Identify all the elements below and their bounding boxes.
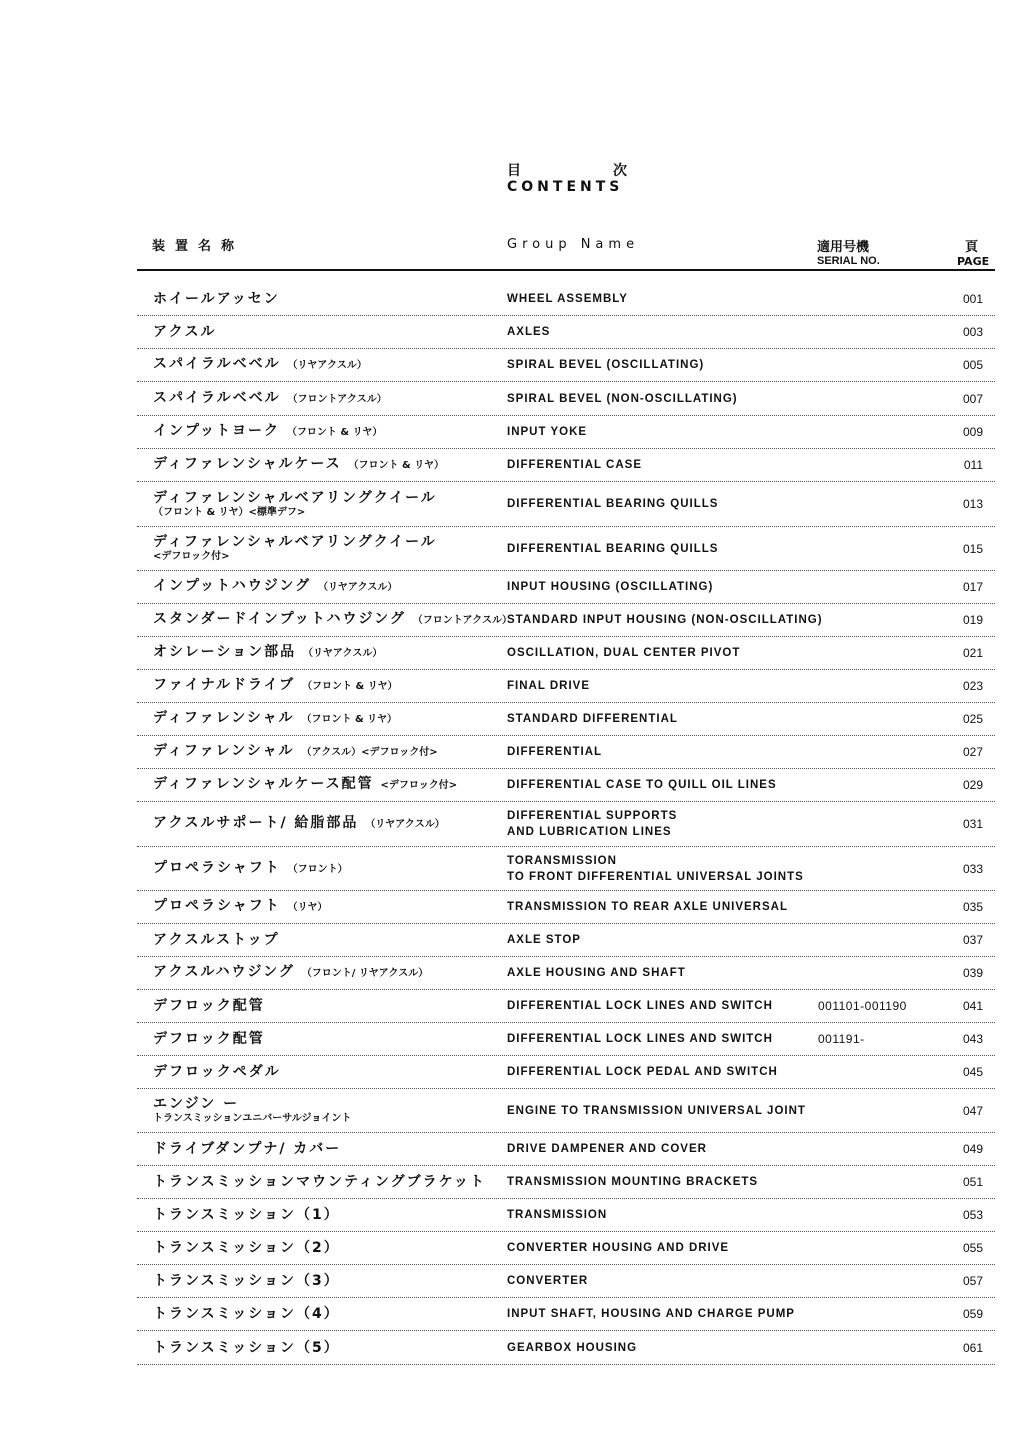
jp-name-cell <box>153 382 387 415</box>
jp-name <box>153 1031 265 1047</box>
page-number[interactable]: 029 <box>962 778 983 792</box>
jp-name-main: アクスル <box>153 324 217 340</box>
group-name-cell <box>507 1133 707 1165</box>
jp-name-line2: トランスミッションユニバーサルジョイント <box>153 1113 352 1124</box>
page-number[interactable]: 031 <box>962 817 983 831</box>
jp-name-qualifier: （フロントアクスル） <box>287 393 387 405</box>
page-number[interactable]: 013 <box>962 497 983 511</box>
page-number[interactable]: 023 <box>962 679 983 693</box>
page-number[interactable]: 019 <box>962 613 983 627</box>
table-row[interactable] <box>137 990 995 1023</box>
jp-name-cell <box>153 957 428 989</box>
jp-name-cell <box>153 802 445 846</box>
jp-name-main: スパイラルベベル <box>153 356 281 372</box>
table-row[interactable] <box>137 1056 995 1089</box>
header-divider <box>137 269 995 271</box>
group-name: DRIVE DAMPENER AND COVER <box>507 1143 707 1155</box>
group-name: DIFFERENTIAL SUPPORTS <box>507 810 678 822</box>
page-number[interactable]: 039 <box>962 966 983 980</box>
jp-name-cell <box>153 1023 265 1055</box>
title-jp-left: 目 <box>507 163 521 179</box>
jp-name-main: インプットヨーク <box>153 423 281 439</box>
group-name-cell <box>507 449 642 481</box>
table-row[interactable] <box>137 847 995 891</box>
group-name-cell <box>507 802 677 846</box>
jp-name <box>153 860 348 878</box>
group-name-cell <box>507 1056 778 1088</box>
jp-name-cell <box>153 349 367 381</box>
jp-name <box>153 932 280 948</box>
jp-name-main: ディファレンシャル <box>153 710 295 726</box>
jp-name-cell <box>153 847 348 890</box>
jp-name-main: ディファレンシャルベアリングクイール <box>153 489 437 506</box>
group-name-cell <box>507 703 678 735</box>
jp-name-cell <box>153 482 437 526</box>
jp-name-qualifier: （リヤアクスル） <box>302 648 383 659</box>
jp-name-cell <box>153 1133 341 1165</box>
column-header-jp-name: 装置名称 <box>152 239 245 254</box>
group-name: DIFFERENTIAL LOCK PEDAL AND SWITCH <box>507 1066 778 1078</box>
group-name: AXLES <box>507 326 551 338</box>
jp-name <box>153 423 382 441</box>
page-number[interactable]: 049 <box>962 1142 983 1156</box>
jp-name-cell <box>153 1199 340 1231</box>
jp-name-qualifier: （フロント & リヤ） <box>301 714 397 725</box>
jp-name-qualifier: （フロント/ リヤアクスル） <box>301 968 429 979</box>
group-name: ENGINE TO TRANSMISSION UNIVERSAL JOINT <box>507 1104 806 1117</box>
column-header-page: PAGE <box>957 255 990 268</box>
jp-name-cell <box>153 316 216 348</box>
group-name-cell <box>507 527 718 570</box>
jp-name-main: トランスミッション（5） <box>153 1339 340 1356</box>
group-name-cell <box>507 1166 758 1198</box>
page-number[interactable]: 047 <box>962 1103 983 1118</box>
jp-name-main: スパイラルベベル <box>153 389 281 406</box>
jp-name-main: ディファレンシャルベアリングクイール <box>153 534 437 550</box>
group-name: TRANSMISSION <box>507 1209 608 1221</box>
page-title-jp <box>507 160 627 180</box>
jp-name <box>153 964 428 982</box>
table-row[interactable] <box>137 482 995 527</box>
jp-name-main: ディファレンシャル <box>153 743 295 759</box>
jp-name-qualifier: （フロント & リヤ） <box>302 681 398 692</box>
jp-name-main: プロペラシャフト <box>153 898 281 914</box>
table-row[interactable] <box>137 1331 995 1365</box>
table-row[interactable] <box>137 416 995 449</box>
page-number[interactable]: 033 <box>962 861 983 876</box>
group-name-cell <box>507 891 788 923</box>
table-row[interactable] <box>137 924 995 957</box>
table-row[interactable] <box>137 670 995 703</box>
jp-name-main: トランスミッション（1） <box>153 1207 340 1223</box>
column-header-group-name: Group Name <box>507 237 640 252</box>
group-name-cell <box>507 847 804 890</box>
table-row[interactable] <box>137 283 995 316</box>
jp-name-qualifier: （フロント & リヤ） <box>286 427 383 438</box>
jp-name <box>153 1174 486 1190</box>
page-number[interactable]: 025 <box>962 712 983 726</box>
group-name: DIFFERENTIAL BEARING QUILLS <box>507 542 719 555</box>
jp-name-cell <box>153 736 438 768</box>
table-row[interactable] <box>137 802 995 847</box>
jp-name-main: トランスミッションマウンティングブラケット <box>153 1174 486 1190</box>
jp-name <box>153 1273 340 1289</box>
table-row[interactable] <box>137 1166 995 1199</box>
jp-name-main: アクスルハウジング <box>153 964 295 980</box>
group-name: DIFFERENTIAL CASE <box>507 459 642 471</box>
jp-name-line2: <デフロック付> <box>153 551 230 562</box>
page-number[interactable]: 059 <box>962 1307 983 1321</box>
page-number[interactable]: 003 <box>962 325 983 339</box>
jp-name <box>153 1240 340 1256</box>
jp-name-qualifier: （リヤアクスル） <box>287 360 367 371</box>
page-number[interactable]: 007 <box>962 391 983 406</box>
group-name: SPIRAL BEVEL (NON-OSCILLATING) <box>507 392 738 405</box>
serial-number: 001101-001190 <box>818 999 907 1013</box>
page-number[interactable]: 055 <box>962 1241 983 1255</box>
group-name: SPIRAL BEVEL (OSCILLATING) <box>507 359 705 371</box>
group-name-cell <box>507 637 740 669</box>
jp-name <box>153 578 397 596</box>
table-row[interactable] <box>137 769 995 802</box>
jp-name-cell <box>153 1331 340 1364</box>
jp-name-cell <box>153 924 280 956</box>
page-number[interactable]: 009 <box>962 425 983 439</box>
jp-name <box>153 291 280 307</box>
jp-name-cell <box>153 703 397 735</box>
jp-name <box>153 743 438 761</box>
jp-name <box>153 677 398 695</box>
jp-name <box>153 356 367 374</box>
page-number[interactable]: 035 <box>962 900 983 914</box>
jp-name-cell <box>153 604 512 636</box>
page-number[interactable]: 021 <box>962 646 983 660</box>
jp-name <box>153 644 382 662</box>
group-name-cell <box>507 924 581 956</box>
group-name: TORANSMISSION <box>507 854 617 867</box>
table-row[interactable] <box>137 1023 995 1056</box>
jp-name-cell <box>153 769 457 801</box>
group-name-cell <box>507 736 602 768</box>
table-row[interactable] <box>137 349 995 382</box>
group-name-cell <box>507 769 777 801</box>
jp-name-main: アクスルサポート/ 給脂部品 <box>153 815 359 831</box>
group-name: STANDARD DIFFERENTIAL <box>507 713 678 725</box>
jp-name <box>153 456 444 474</box>
jp-name-qualifier: （リヤアクスル） <box>365 819 445 830</box>
column-header-page-jp: 頁 <box>965 240 979 255</box>
group-name-cell <box>507 349 704 381</box>
jp-name-qualifier: <デフロック付> <box>380 780 458 791</box>
jp-name-qualifier: （フロント） <box>287 863 348 875</box>
page-number[interactable]: 057 <box>962 1274 983 1288</box>
group-name: DIFFERENTIAL CASE TO QUILL OIL LINES <box>507 779 777 791</box>
group-name-cell <box>507 283 628 315</box>
group-name: DIFFERENTIAL LOCK LINES AND SWITCH <box>507 1033 773 1045</box>
table-row[interactable] <box>137 382 995 416</box>
table-row[interactable] <box>137 604 995 637</box>
column-header-serial-jp: 適用号機 <box>817 240 870 255</box>
jp-name <box>153 1141 341 1157</box>
group-name-cell <box>507 1331 637 1364</box>
jp-name-cell <box>153 571 397 603</box>
jp-name-main: ディファレンシャルケース配管 <box>153 776 374 792</box>
page-number[interactable]: 037 <box>962 933 983 947</box>
jp-name-qualifier: （フロントアクスル） <box>412 615 513 626</box>
table-row[interactable] <box>137 1298 995 1331</box>
jp-name <box>153 1207 340 1223</box>
group-name: INPUT YOKE <box>507 426 588 438</box>
title-jp-right: 次 <box>613 163 627 179</box>
jp-name-cell <box>153 670 398 702</box>
page-number[interactable]: 045 <box>962 1065 983 1079</box>
table-row[interactable] <box>137 449 995 482</box>
page-number[interactable]: 015 <box>962 541 983 556</box>
jp-name-cell <box>153 1056 281 1088</box>
group-name-cell <box>507 571 713 603</box>
jp-name-cell <box>153 416 382 448</box>
jp-name-main: プロペラシャフト <box>153 859 281 876</box>
group-name: DIFFERENTIAL <box>507 746 603 758</box>
group-name-cell <box>507 482 718 526</box>
table-row[interactable] <box>137 1089 995 1133</box>
group-name-cell <box>507 316 550 348</box>
group-name: FINAL DRIVE <box>507 680 590 692</box>
jp-name-main: トランスミッション（3） <box>153 1273 340 1289</box>
group-name: INPUT SHAFT, HOUSING AND CHARGE PUMP <box>507 1308 795 1320</box>
group-name: AXLE HOUSING AND SHAFT <box>507 967 686 979</box>
jp-name <box>153 611 512 629</box>
jp-name <box>153 490 437 506</box>
jp-name-main: デフロック配管 <box>153 1031 265 1047</box>
jp-name-cell <box>153 1232 340 1264</box>
table-row[interactable] <box>137 637 995 670</box>
group-name-line2: AND LUBRICATION LINES <box>507 826 672 838</box>
group-name-cell <box>507 416 587 448</box>
group-name: GEARBOX HOUSING <box>507 1341 638 1354</box>
page-number[interactable]: 051 <box>962 1175 983 1189</box>
group-name-cell <box>507 1023 773 1055</box>
jp-name-main: スタンダードインプットハウジング <box>153 611 406 627</box>
table-row[interactable] <box>137 1265 995 1298</box>
jp-name <box>153 1306 340 1322</box>
group-name: AXLE STOP <box>507 934 581 946</box>
group-name-cell <box>507 1265 588 1297</box>
column-header-serial: SERIAL NO. <box>817 255 880 267</box>
jp-name-qualifier: （リヤ） <box>287 902 328 913</box>
jp-name <box>153 898 327 916</box>
page-number[interactable]: 061 <box>962 1340 983 1355</box>
jp-name-main: ドライブダンプナ/ カバー <box>153 1141 342 1157</box>
group-name: DIFFERENTIAL LOCK LINES AND SWITCH <box>507 1000 773 1012</box>
table-row[interactable] <box>137 1232 995 1265</box>
page-number[interactable]: 043 <box>962 1032 983 1046</box>
group-name-cell <box>507 670 590 702</box>
jp-name-main: トランスミッション（4） <box>153 1306 340 1322</box>
jp-name-cell <box>153 891 327 923</box>
jp-name-cell <box>153 1166 486 1198</box>
jp-name-main: オシレーション部品 <box>153 644 297 660</box>
page-number[interactable]: 027 <box>962 745 983 759</box>
group-name-cell <box>507 990 773 1022</box>
group-name: TRANSMISSION TO REAR AXLE UNIVERSAL <box>507 901 788 913</box>
jp-name-cell <box>153 283 280 315</box>
group-name-cell <box>507 1199 607 1231</box>
jp-name-main: ディファレンシャルケース <box>153 456 342 472</box>
group-name-cell <box>507 1089 806 1132</box>
serial-number: 001191- <box>818 1032 865 1046</box>
jp-name-main: ホイールアッセン <box>153 291 280 307</box>
page-title: CONTENTS <box>507 179 624 195</box>
jp-name <box>153 998 265 1014</box>
page-number[interactable]: 041 <box>962 999 983 1013</box>
table-row[interactable] <box>137 703 995 736</box>
jp-name-cell <box>153 449 444 481</box>
jp-name-main: トランスミッション（2） <box>153 1240 340 1256</box>
table-row[interactable] <box>137 316 995 349</box>
jp-name-qualifier: （フロント & リヤ） <box>348 460 444 471</box>
jp-name-cell <box>153 637 382 669</box>
jp-name-main: ファイナルドライブ <box>153 677 296 693</box>
page-number[interactable]: 001 <box>962 292 983 306</box>
contents-table <box>137 283 995 1365</box>
group-name-cell <box>507 604 823 636</box>
group-name-cell <box>507 382 738 415</box>
jp-name <box>153 815 445 833</box>
table-row[interactable] <box>137 1133 995 1166</box>
jp-name-cell <box>153 1265 340 1297</box>
table-row[interactable] <box>137 571 995 604</box>
jp-name-main: インプットハウジング <box>153 578 312 594</box>
jp-name <box>153 324 216 340</box>
jp-name-qualifier: （アクスル）<デフロック付> <box>301 747 438 758</box>
jp-name <box>153 1340 340 1356</box>
group-name: INPUT HOUSING (OSCILLATING) <box>507 581 714 593</box>
jp-name-qualifier: （リヤアクスル） <box>318 582 398 593</box>
jp-name-main: アクスルストップ <box>153 932 280 948</box>
jp-name-line2: （フロント & リヤ）<標準デフ> <box>153 506 306 518</box>
group-name: DIFFERENTIAL BEARING QUILLS <box>507 498 719 510</box>
group-name: CONVERTER HOUSING AND DRIVE <box>507 1242 730 1254</box>
group-name: WHEEL ASSEMBLY <box>507 293 628 305</box>
group-name-cell <box>507 1232 729 1264</box>
group-name-line2: TO FRONT DIFFERENTIAL UNIVERSAL JOINTS <box>507 870 804 883</box>
group-name: OSCILLATION, DUAL CENTER PIVOT <box>507 647 741 659</box>
jp-name-cell <box>153 990 265 1022</box>
table-row[interactable] <box>137 527 995 571</box>
table-row[interactable] <box>137 957 995 990</box>
page-number[interactable]: 005 <box>962 358 983 372</box>
group-name: TRANSMISSION MOUNTING BRACKETS <box>507 1176 759 1188</box>
group-name: CONVERTER <box>507 1275 589 1287</box>
jp-name-cell <box>153 527 437 570</box>
jp-name <box>153 710 397 728</box>
jp-name <box>153 776 457 794</box>
jp-name-main: デフロックペダル <box>153 1064 281 1080</box>
group-name: STANDARD INPUT HOUSING (NON-OSCILLATING) <box>507 614 823 626</box>
page-number[interactable]: 053 <box>962 1208 983 1222</box>
jp-name <box>153 390 387 408</box>
table-row[interactable] <box>137 1199 995 1232</box>
jp-name-main: デフロック配管 <box>153 998 265 1014</box>
table-row[interactable] <box>137 736 995 769</box>
jp-name <box>153 1064 281 1080</box>
jp-name <box>153 1096 351 1112</box>
group-name-cell <box>507 957 686 989</box>
page-number[interactable]: 017 <box>962 580 983 594</box>
group-name-cell <box>507 1298 795 1330</box>
table-row[interactable] <box>137 891 995 924</box>
jp-name <box>153 534 437 550</box>
jp-name-main: エンジン ー <box>153 1096 240 1112</box>
page-number[interactable]: 011 <box>963 458 983 472</box>
jp-name-cell <box>153 1089 351 1132</box>
jp-name-cell <box>153 1298 340 1330</box>
